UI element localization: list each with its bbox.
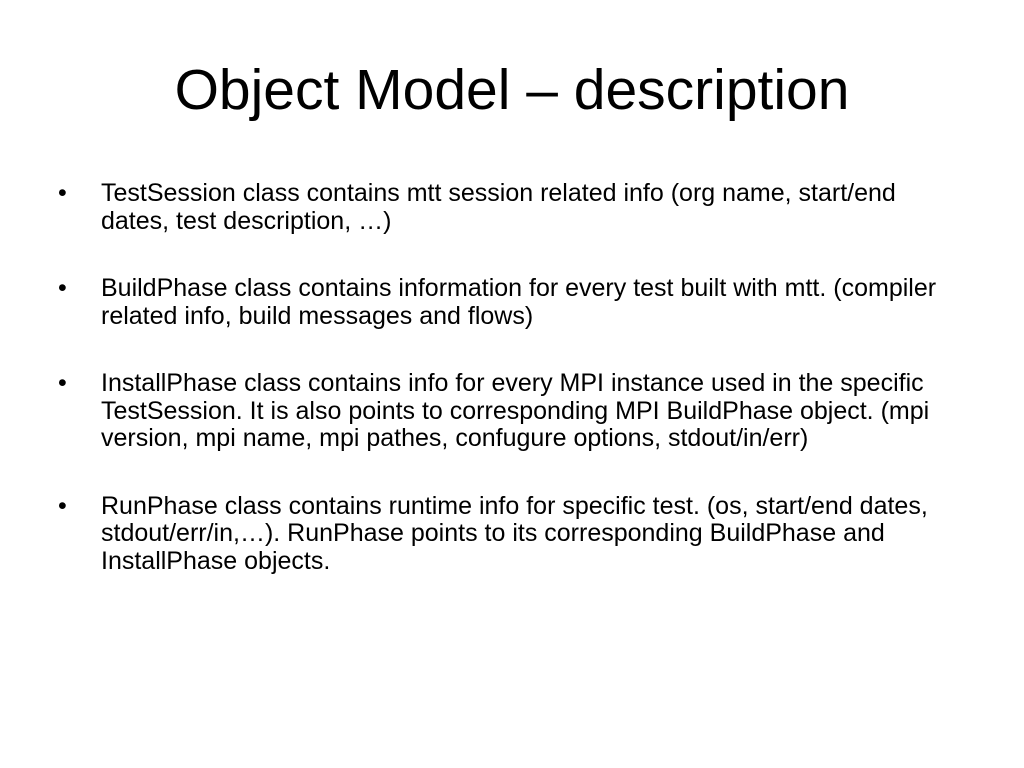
- bullet-icon: •: [58, 369, 67, 397]
- bullet-text: TestSession class contains mtt session related info (org name, start/end dates, test description, …): [101, 179, 896, 235]
- bullet-text: InstallPhase class contains info for every MPI instance used in the specific TestSession. It is also points to corresponding MPI BuildPhase object. (mpi version, mpi name, mpi pathes, confugure options, stdout/in/err): [101, 369, 930, 452]
- bullet-item-buildphase: [58, 275, 968, 330]
- bullet-icon: •: [58, 491, 67, 520]
- bullet-text: BuildPhase class contains information for every test built with mtt. (compiler related info, build messages and flows): [101, 274, 937, 330]
- bullet-text: RunPhase class contains runtime info for specific test. (os, start/end dates, stdout/err/in,…). RunPhase points to its corresponding BuildPhase and InstallPhase objects.: [101, 491, 928, 575]
- slide-title: Object Model – description: [174, 58, 850, 122]
- bullet-item-installphase: [58, 370, 968, 453]
- bullet-icon: •: [58, 179, 67, 207]
- bullet-item-testsession: [58, 180, 968, 235]
- bullet-icon: •: [58, 274, 67, 302]
- bullet-list: [58, 180, 968, 615]
- bullet-item-runphase: [58, 493, 968, 576]
